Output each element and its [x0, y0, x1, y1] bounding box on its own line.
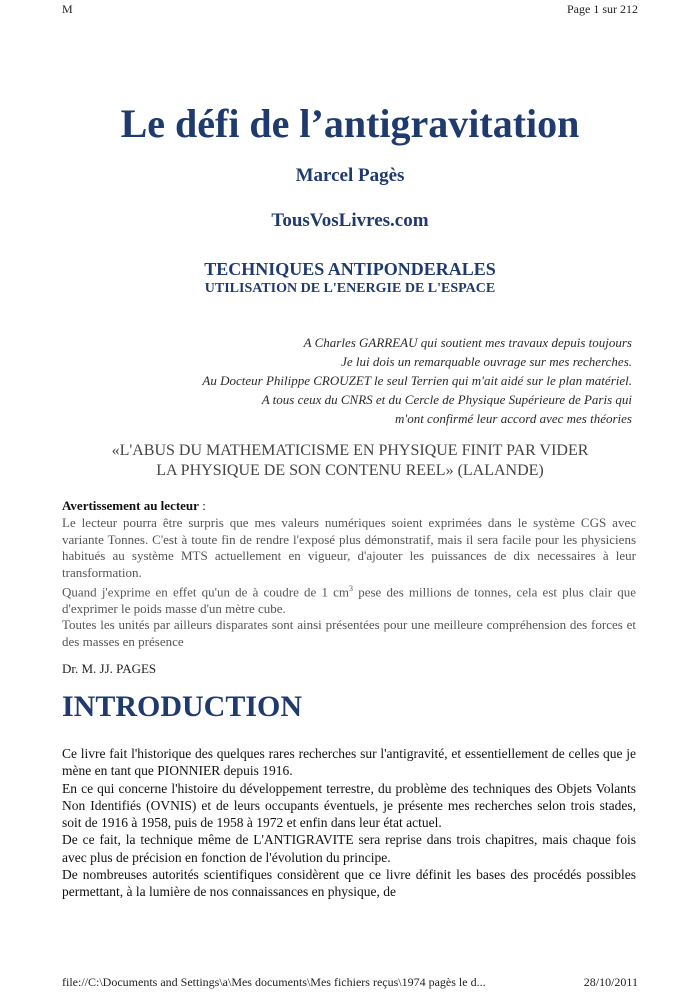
print-date: 28/10/2011 [583, 975, 638, 989]
signature: Dr. M. JJ. PAGES [62, 661, 157, 676]
intro-paragraph: De nombreuses autorités scientifiques considèrent que ce livre définit les bases des procédés possibles permettant, à la lumière de nos connaissances en physique, de [62, 867, 636, 900]
warning-text: Quand j'exprime en effet qu'un de à coudre de 1 cm [62, 584, 350, 600]
dedication-line: m'ont confirmé leur accord avec mes théories [395, 411, 632, 426]
warning-body [62, 515, 636, 650]
intro-paragraph: Ce livre fait l'historique des quelques rares recherches sur l'antigravité, et essentiellement de celles que je mène en tant que PIONNIER depuis 1916. [62, 746, 636, 779]
epigraph-quote [0, 441, 700, 481]
quote-line: LA PHYSIQUE DE SON CONTENU REEL» (LALANDE) [156, 462, 544, 479]
section-heading: TECHNIQUES ANTIPONDERALES [204, 259, 496, 279]
dedication-line: Au Docteur Philippe CROUZET le seul Terrien qui m'ait aidé sur le plan matériel. [202, 373, 632, 388]
file-path: file://C:\Documents and Settings\a\Mes documents\Mes fichiers reçus\1974 pagès le d... [62, 975, 486, 989]
intro-paragraph: De ce fait, la technique même de L'ANTIGRAVITE sera reprise dans trois chapitres, mais chaque fois avec plus de précision en fonction de l'évolution du principe. [62, 832, 636, 865]
document-title: Le défi de l’antigravitation [120, 101, 580, 146]
section-subheading: UTILISATION DE L'ENERGIE DE L'ESPACE [204, 281, 496, 296]
warning-title: Avertissement au lecteur [62, 498, 199, 513]
warning-paragraph: Toutes les unités par ailleurs disparates sont ainsi présentées pour une meilleure compréhension des forces et des masses en présence [62, 617, 636, 649]
introduction-title: INTRODUCTION [62, 690, 303, 723]
intro-paragraph: En ce qui concerne l'histoire du développement terrestre, du problème des techniques des Objets Volants Non Identifiés (OVNIS) et de leurs occupants éventuels, je présente mes recherches selon trois stades, soit de 1916 à 1958, puis de 1958 à 1972 et enfin dans leur état actuel. [62, 780, 636, 831]
warning-paragraph [62, 581, 636, 617]
page-header-left: M [62, 2, 73, 16]
warning-title-suffix: : [198, 498, 206, 513]
superscript: 3 [349, 584, 354, 593]
page-number: Page 1 sur 212 [567, 2, 638, 16]
introduction-body [62, 745, 636, 901]
warning-heading [62, 498, 206, 514]
publisher-site: TousVosLivres.com [271, 210, 429, 231]
dedication-line: A tous ceux du CNRS et du Cercle de Physique Supérieure de Paris qui [261, 392, 632, 407]
warning-paragraph: Le lecteur pourra être surpris que mes valeurs numériques soient exprimées dans le système CGS avec variante Tonnes. C'est à toute fin de rendre l'exposé plus démonstratif, mais il sera facile pour les physiciens habitués au système MTS actuellement en vigueur, d'ajouter les puissances de dix necessaires à leur transformation. [62, 515, 636, 580]
dedication-line: Je lui dois un remarquable ouvrage sur mes recherches. [341, 354, 632, 369]
quote-line: «L'ABUS DU MATHEMATICISME EN PHYSIQUE FINIT PAR VIDER [111, 442, 589, 459]
author-name: Marcel Pagès [295, 165, 405, 186]
dedication-line: A Charles GARREAU qui soutient mes travaux depuis toujours [303, 335, 632, 350]
warning-text: pese des millions de tonnes, cela est plus clair que d'exprimer le poids masse d'un mètre cube. [62, 584, 636, 616]
dedication [72, 333, 632, 428]
